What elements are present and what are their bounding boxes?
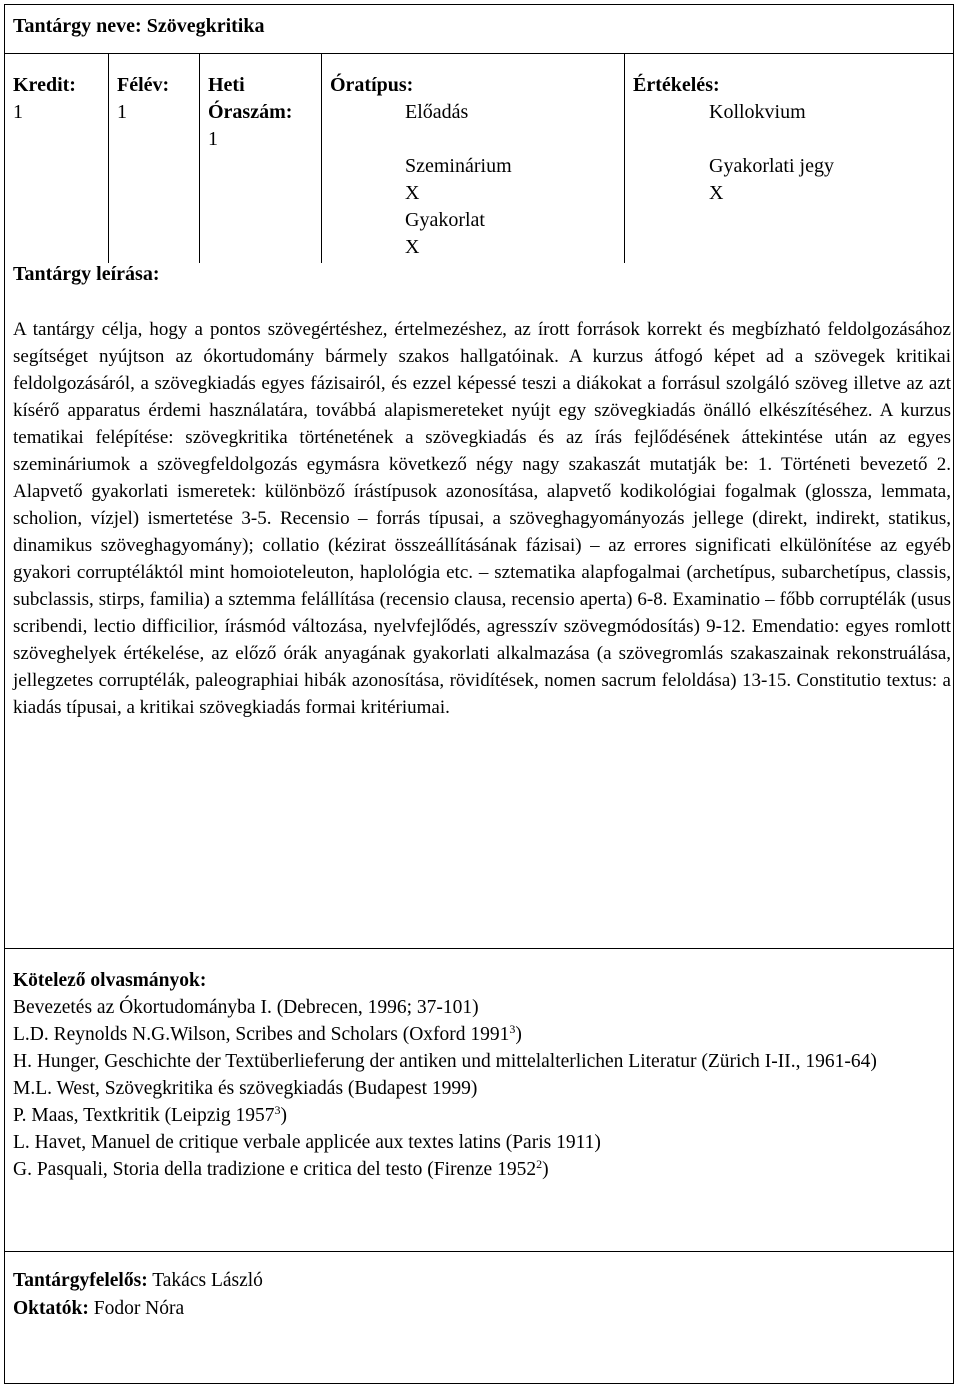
ertekeles-label: Értékelés: bbox=[633, 74, 720, 96]
reading-item: Bevezetés az Ókortudományba I. (Debrecen, 1996; 37-101) bbox=[13, 997, 479, 1018]
kredit-cell bbox=[5, 54, 109, 263]
oratipus-label: Óratípus: bbox=[330, 74, 414, 96]
course-sheet bbox=[4, 4, 954, 1384]
instructors-label: Oktatók: bbox=[13, 1298, 89, 1319]
course-title-row bbox=[5, 5, 953, 54]
oratipus-gyakorlat bbox=[405, 207, 485, 261]
reading-item: P. Maas, Textkritik (Leipzig 1957$^3$) bbox=[13, 1103, 287, 1126]
oratipus-eloadas-mark bbox=[405, 126, 468, 153]
course-description: A tantárgy célja, hogy a pontos szövegértéshez, értelmezéshez, az írott források korrekt és megbízható feldolgozásához segítséget nyújtson az ókortudomány bármely szakos hallgatóinak. A kurzus átfogó képet ad a szövegek kritikai feldolgozásáról, a szövegkiadás egyes fázisairól, és ezzel képessé teszi a diákokat a forrásul szolgáló szöveg illetve az azt kísérő apparatus érdemi használatára, továbbá alapismereteket nyújt egy szövegkiadás önálló elkészítéséhez. A kurzus tematikai felépítése: szövegkritika történetének a szövegkiadás és az írás fejlődésének áttekintése után az egyes szemináriumok a szövegfeldolgozás egymásra következő négy nagy szakaszát mutatják be: 1. Történeti bevezető 2. Alapvető gyakorlati ismeretek: különböző írástípusok azonosítása, alapvető kodikológiai fogalmak (glossza, lemmata, scholion, vízjel) ismertetése 3-5. Recensio – forrás típusai, a szöveghagyományozás jellege (direkt, indirekt, statikus, dinamikus szöveghagyomány); collatio (kézirat összeállításának fázisai) – az errores significati elkülönítése az egyéb gyakori corruptéláktól mint homoioteleuton, haplológia etc. – sztematika alapfogalmai (archetípus, subarchetípus, classis, subclassis, stirps, familia) a sztemma felállítása (recensio clausa, recensio aperta) 6-8. Examinatio – főbb corruptélák (usus scribendi, lectio difficilior, írásmód változása, nyelvfejlődés, agresszív szövegmódosítás) 9-12. Emendatio: egyes romlott szöveghelyek értékelése, az előző órák anyagának gyakorlati alkalmazása (a szövegromlás szakaszainak rekonstruálása, jellegzetes corruptélák, paleographiai hibák azonosítása, rövidítések, nomen sacrum feloldása) 13-15. Constitutio textus: a kiadás típusai, a kritikai szövegkiadás formai kritériumai. bbox=[13, 319, 951, 718]
ertekeles-kollokvium-mark bbox=[709, 126, 806, 153]
felev-value: 1 bbox=[117, 101, 127, 123]
responsible-block bbox=[13, 1267, 263, 1323]
reading-item: L. Havet, Manuel de critique verbale applicée aux textes latins (Paris 1911) bbox=[13, 1132, 601, 1153]
oratipus-szeminarium-mark: X bbox=[405, 182, 420, 204]
reading-item: H. Hunger, Geschichte der Textüberlieferung der antiken und mittelalterlichen Literatur (Zürich I-II., 1961-64) bbox=[13, 1051, 877, 1072]
felev-label: Félév: bbox=[117, 74, 170, 96]
ertekeles-kollokvium bbox=[709, 99, 806, 153]
instructors-value: Fodor Nóra bbox=[93, 1298, 185, 1319]
course-title-value: Szövegkritika bbox=[146, 15, 265, 37]
ertekeles-gyakorlati-jegy-name: Gyakorlati jegy bbox=[709, 155, 834, 177]
kredit-value: 1 bbox=[13, 101, 23, 123]
divider-responsible bbox=[5, 1251, 953, 1252]
oratipus-eloadas bbox=[405, 99, 468, 153]
course-title bbox=[13, 15, 264, 38]
course-responsible-value: Takács László bbox=[152, 1270, 263, 1291]
heti-label: Heti bbox=[208, 74, 245, 96]
ertekeles-cell bbox=[625, 54, 953, 263]
ertekeles-gyakorlati-jegy-mark: X bbox=[709, 182, 724, 204]
oraszam-value: 1 bbox=[208, 128, 218, 150]
leiras-label: Tantárgy leírása: bbox=[13, 263, 160, 285]
reading-item: M.L. West, Szövegkritika és szövegkiadás (Budapest 1999) bbox=[13, 1078, 478, 1099]
divider-reading bbox=[5, 948, 953, 949]
ertekeles-kollokvium-name: Kollokvium bbox=[709, 101, 806, 123]
course-responsible-label: Tantárgyfelelős: bbox=[13, 1270, 148, 1291]
heti-oraszam-cell bbox=[200, 54, 322, 263]
course-title-label: Tantárgy neve: bbox=[13, 15, 142, 37]
felev-cell bbox=[109, 54, 200, 263]
oraszam-label: Óraszám: bbox=[208, 101, 293, 123]
course-responsible bbox=[13, 1267, 263, 1295]
required-readings bbox=[13, 967, 943, 1183]
required-readings-label: Kötelező olvasmányok: bbox=[13, 970, 207, 991]
oratipus-cell bbox=[322, 54, 625, 263]
instructors bbox=[13, 1295, 263, 1323]
kredit-label: Kredit: bbox=[13, 74, 76, 96]
reading-item: L.D. Reynolds N.G.Wilson, Scribes and Scholars (Oxford 1991$^3$) bbox=[13, 1022, 522, 1045]
oratipus-eloadas-name: Előadás bbox=[405, 101, 469, 123]
ertekeles-gyakorlati-jegy bbox=[709, 153, 834, 207]
oratipus-szeminarium-name: Szeminárium bbox=[405, 155, 512, 177]
oratipus-gyakorlat-name: Gyakorlat bbox=[405, 209, 485, 231]
oratipus-szeminarium bbox=[405, 153, 512, 207]
reading-item: G. Pasquali, Storia della tradizione e critica del testo (Firenze 1952$^2$) bbox=[13, 1157, 549, 1180]
oratipus-gyakorlat-mark: X bbox=[405, 236, 420, 258]
